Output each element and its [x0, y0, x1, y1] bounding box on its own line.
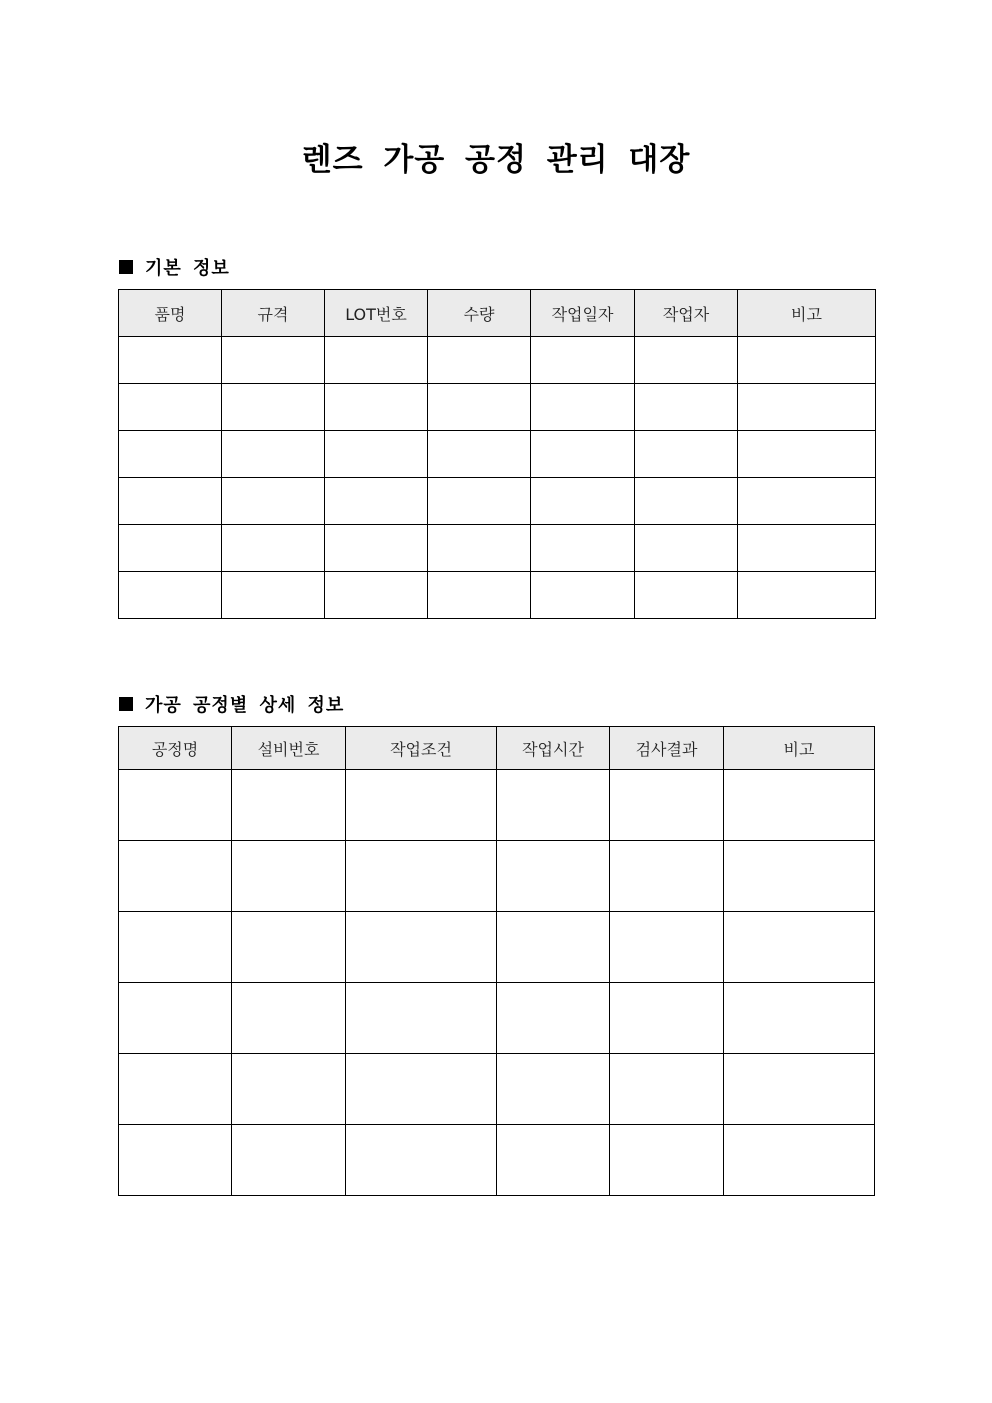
table-cell[interactable] [428, 431, 531, 478]
table-cell[interactable] [610, 1054, 724, 1125]
table-cell[interactable] [724, 1054, 875, 1125]
table-row [119, 841, 875, 912]
table-header-row [119, 290, 876, 337]
table-cell[interactable] [635, 384, 738, 431]
column-header: 작업시간 [497, 727, 610, 770]
table-cell[interactable] [346, 983, 497, 1054]
column-header: 비고 [724, 727, 875, 770]
table-cell[interactable] [497, 770, 610, 841]
table-cell[interactable] [119, 384, 222, 431]
table-cell[interactable] [428, 572, 531, 619]
table-cell[interactable] [222, 384, 325, 431]
basic-info-table [118, 289, 876, 619]
table-row [119, 384, 876, 431]
column-header: 설비번호 [232, 727, 346, 770]
column-header: 작업자 [635, 290, 738, 337]
table-cell[interactable] [119, 337, 222, 384]
table-cell[interactable] [222, 337, 325, 384]
table-cell[interactable] [531, 384, 635, 431]
table-cell[interactable] [531, 525, 635, 572]
table-cell[interactable] [738, 431, 876, 478]
table-cell[interactable] [222, 525, 325, 572]
table-cell[interactable] [724, 912, 875, 983]
table-row [119, 912, 875, 983]
section-heading-basic-info [119, 254, 230, 280]
table-cell[interactable] [738, 478, 876, 525]
table-cell[interactable] [232, 770, 346, 841]
table-cell[interactable] [428, 337, 531, 384]
table-row [119, 431, 876, 478]
table-cell[interactable] [119, 478, 222, 525]
table-row [119, 572, 876, 619]
table-cell[interactable] [346, 912, 497, 983]
table-cell[interactable] [222, 478, 325, 525]
table-cell[interactable] [738, 337, 876, 384]
table-cell[interactable] [610, 841, 724, 912]
table-cell[interactable] [428, 525, 531, 572]
column-header: 비고 [738, 290, 876, 337]
table-cell[interactable] [119, 431, 222, 478]
table-cell[interactable] [325, 384, 428, 431]
table-cell[interactable] [610, 1125, 724, 1196]
table-cell[interactable] [232, 841, 346, 912]
table-row [119, 337, 876, 384]
table-cell[interactable] [346, 841, 497, 912]
table-cell[interactable] [497, 912, 610, 983]
table-cell[interactable] [119, 983, 232, 1054]
column-header: 규격 [222, 290, 325, 337]
table-cell[interactable] [497, 1125, 610, 1196]
column-header: 작업일자 [531, 290, 635, 337]
document-title: 렌즈 가공 공정 관리 대장 [301, 142, 691, 178]
table-row [119, 478, 876, 525]
table-cell[interactable] [497, 1054, 610, 1125]
square-bullet-icon [119, 697, 133, 711]
table-cell[interactable] [610, 912, 724, 983]
table-cell[interactable] [531, 337, 635, 384]
table-row [119, 525, 876, 572]
table-cell[interactable] [738, 384, 876, 431]
table-cell[interactable] [119, 770, 232, 841]
table-cell[interactable] [222, 431, 325, 478]
table-cell[interactable] [610, 770, 724, 841]
section-heading-process-detail [119, 691, 344, 717]
process-detail-table [118, 726, 875, 1196]
table-cell[interactable] [119, 525, 222, 572]
table-cell[interactable] [346, 1125, 497, 1196]
table-cell[interactable] [346, 770, 497, 841]
table-cell[interactable] [724, 841, 875, 912]
column-header: 공정명 [119, 727, 232, 770]
table-cell[interactable] [232, 912, 346, 983]
table-cell[interactable] [222, 572, 325, 619]
table-cell[interactable] [724, 1125, 875, 1196]
table-cell[interactable] [724, 770, 875, 841]
table-cell[interactable] [119, 1125, 232, 1196]
table-cell[interactable] [346, 1054, 497, 1125]
table-cell[interactable] [635, 337, 738, 384]
table-cell[interactable] [497, 983, 610, 1054]
table-cell[interactable] [531, 478, 635, 525]
table-cell[interactable] [232, 1054, 346, 1125]
column-header: LOT번호 [325, 290, 428, 337]
table-cell[interactable] [119, 1054, 232, 1125]
table-cell[interactable] [325, 478, 428, 525]
table-row [119, 1054, 875, 1125]
section-heading-label: 가공 공정별 상세 정보 [145, 695, 345, 716]
table-cell[interactable] [325, 431, 428, 478]
table-cell[interactable] [497, 841, 610, 912]
table-cell[interactable] [635, 478, 738, 525]
table-cell[interactable] [531, 572, 635, 619]
table-cell[interactable] [325, 337, 428, 384]
section-heading-label: 기본 정보 [145, 258, 230, 279]
table-row [119, 770, 875, 841]
column-header: 수량 [428, 290, 531, 337]
table-cell[interactable] [428, 478, 531, 525]
table-row [119, 983, 875, 1054]
square-bullet-icon [119, 260, 133, 274]
table-cell[interactable] [635, 525, 738, 572]
table-cell[interactable] [325, 572, 428, 619]
table-cell[interactable] [635, 572, 738, 619]
table-cell[interactable] [232, 1125, 346, 1196]
table-cell[interactable] [232, 983, 346, 1054]
table-cell[interactable] [325, 525, 428, 572]
table-cell[interactable] [428, 384, 531, 431]
table-cell[interactable] [119, 572, 222, 619]
column-header: 품명 [119, 290, 222, 337]
table-header-row [119, 727, 875, 770]
table-cell[interactable] [738, 572, 876, 619]
table-row [119, 1125, 875, 1196]
table-cell[interactable] [724, 983, 875, 1054]
column-header: 검사결과 [610, 727, 724, 770]
table-cell[interactable] [531, 431, 635, 478]
table-cell[interactable] [738, 525, 876, 572]
table-cell[interactable] [119, 841, 232, 912]
table-cell[interactable] [610, 983, 724, 1054]
column-header: 작업조건 [346, 727, 497, 770]
table-cell[interactable] [119, 912, 232, 983]
table-cell[interactable] [635, 431, 738, 478]
